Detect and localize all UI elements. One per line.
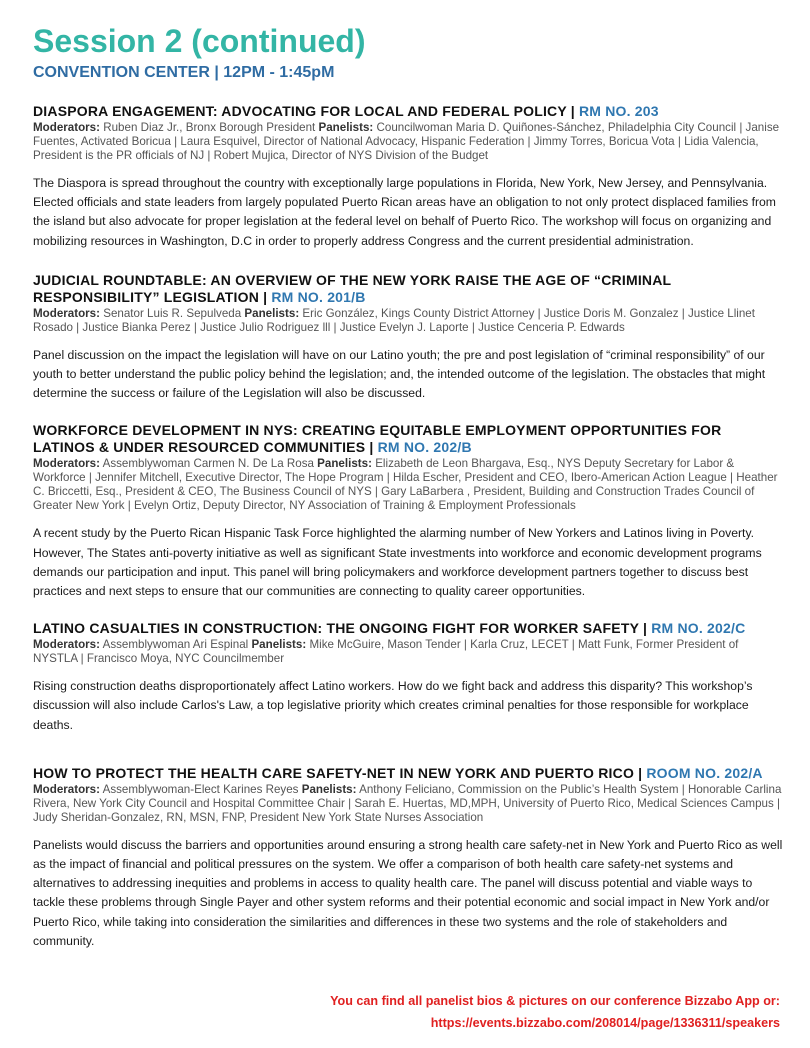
moderators: Assemblywoman-Elect Karines Reyes: [102, 782, 299, 796]
session-description: A recent study by the Puerto Rican Hispanic Task Force highlighted the alarming number of New Yorkers and Latinos living in Poverty. However, The States anti-poverty initiative as well as significant State investments into workforce and economic development programs demands our participation and input. This panel will bring policymakers and workforce development partners together to discuss best practices and next steps to ensure that our communities are connecting to quality career opportunities.: [33, 526, 762, 599]
session-heading: JUDICIAL ROUNDTABLE: AN OVERVIEW OF THE NEW YORK RAISE THE AGE OF “CRIMINAL RESPONSIBILITY” LEGISLATION | RM NO. 201/B: [33, 271, 672, 305]
moderators-label: Moderators:: [33, 306, 100, 320]
session-room: RM NO. 202/B: [377, 439, 472, 456]
session-description: Panel discussion on the impact the legislation will have on our Latino youth; the pre and post legislation of “criminal responsibility” of our youth to better understand the public policy behind the legislation; and, the intended outcome of the legislation. The obstacles that might determine the success or failure of the Legislation will also be discussed.: [33, 347, 766, 401]
panelists: Anthony Feliciano, Commission on the Public’s Health System | Honorable Carlina Rivera, New York City Council and Hospital Committee Chair | Sarah E. Huertas, MD,MPH, University of Puerto Rico, Medical Sciences Campus | Judy Sheridan-Gonzalez, RN, MSN, FNP, President New York State Nurses Association: [33, 782, 782, 824]
moderators-label: Moderators:: [33, 457, 100, 471]
session-title: DIASPORA ENGAGEMENT: ADVOCATING FOR LOCAL AND FEDERAL POLICY: [33, 103, 567, 119]
session-people: [33, 307, 783, 335]
panelists-label: Panelists:: [244, 306, 300, 320]
session-health-care: [33, 765, 783, 951]
session-title: LATINO CASUALTIES IN CONSTRUCTION: THE ONGOING FIGHT FOR WORKER SAFETY: [33, 620, 639, 637]
panelists: Mike McGuire, Mason Tender | Karla Cruz, LECET | Matt Funk, Former President of NYSTLA | Francisco Moya, NYC Councilmember: [33, 638, 739, 666]
session-title: WORKFORCE DEVELOPMENT IN NYS: CREATING EQUITABLE EMPLOYMENT OPPORTUNITIES FOR LATINOS & UNDER RESOURCED COMMUNITIES: [33, 422, 722, 456]
moderators: Ruben Diaz Jr., Bronx Borough President: [103, 121, 316, 134]
panelists-label: Panelists:: [301, 782, 357, 796]
session-construction: [33, 620, 783, 735]
session-heading: LATINO CASUALTIES IN CONSTRUCTION: THE ONGOING FIGHT FOR WORKER SAFETY | RM NO. 202/C: [33, 620, 746, 637]
session-heading: DIASPORA ENGAGEMENT: ADVOCATING FOR LOCAL AND FEDERAL POLICY | RM NO. 203: [33, 103, 659, 119]
moderators-label: Moderators:: [33, 782, 100, 796]
session-description: Rising construction deaths disproportionately affect Latino workers. How do we fight back and address this disparity? This workshop’s discussion will also include Carlos's Law, a top legislative priority which creates criminal penalties for those responsible for workplace deaths.: [33, 679, 753, 732]
session-title: HOW TO PROTECT THE HEALTH CARE SAFETY-NET IN NEW YORK AND PUERTO RICO: [33, 764, 635, 781]
session-room: RM NO. 201/B: [271, 288, 366, 305]
page: [33, 22, 783, 951]
panelists-label: Panelists:: [318, 121, 374, 134]
footer-text: You can find all panelist bios & pictures on our conference Bizzabo App or:: [330, 994, 780, 1008]
session-room: RM NO. 202/C: [651, 620, 746, 637]
speakers-link[interactable]: https://events.bizzabo.com/208014/page/1336311/speakers: [430, 1016, 780, 1030]
session-title: JUDICIAL ROUNDTABLE: AN OVERVIEW OF THE NEW YORK RAISE THE AGE OF “CRIMINAL RESPONSIBILITY” LEGISLATION: [33, 271, 672, 305]
footer-note: [330, 990, 780, 1034]
session-heading: HOW TO PROTECT THE HEALTH CARE SAFETY-NET IN NEW YORK AND PUERTO RICO | ROOM NO. 202/A: [33, 764, 763, 781]
moderators-label: Moderators:: [33, 638, 100, 652]
panelists: Elizabeth de Leon Bhargava, Esq., NYS Deputy Secretary for Labor & Workforce | Jennifer Mitchell, Executive Director, The Hope Program | Hilda Escher, President and CEO, Ibero-American Action League | Heather C. Briccetti, Esq., President & CEO, The Business Council of NYS | Gary LaBarbera , President, Building and Construction Trades Council of Greater New York | Evelyn Ortiz, Deputy Director, NY Association of Training & Employment Professionals: [33, 457, 778, 513]
session-people: [33, 783, 783, 825]
panelists-label: Panelists:: [317, 457, 372, 471]
page-title: Session 2 (continued): [33, 23, 366, 59]
panelists: Councilwoman Maria D. Quiñones-Sánchez, Philadelphia City Council | Janise Fuentes, Activated Boricua | Laura Esquivel, Director of National Advocacy, Hispanic Federation | Jimmy Torres, Boricua Vota | Lidia Valencia, President is the PR officials of NJ | Robert Mujica, Director of NYS Division of the Budget: [33, 121, 780, 162]
session-description: The Diaspora is spread throughout the country with exceptionally large populations in Florida, New York, New Jersey, and Pennsylvania. Elected officials and state leaders from largely populated Puerto Rican areas have an obligation to not only protect displaced families from the island but also advocate for proper legislation at the federal level on behalf of Puerto Rico. The workshop will focus on organizing and mobilizing resources in Washington, D.C in order to properly address Congress and the current presidential administration.: [33, 176, 776, 248]
session-people: [33, 457, 783, 513]
moderators: Assemblywoman Carmen N. De La Rosa: [102, 457, 314, 471]
session-diaspora: [33, 103, 783, 251]
moderators: Senator Luis R. Sepulveda: [103, 306, 242, 320]
moderators: Assemblywoman Ari Espinal: [102, 638, 249, 652]
panelists: Eric González, Kings County District Attorney | Justice Doris M. Gonzalez | Justice Llinet Rosado | Justice Bianka Perez | Justice Julio Rodriguez lll | Justice Evelyn J. Laporte | Justice Cenceria P. Edwards: [33, 306, 755, 334]
session-judicial: [33, 272, 783, 404]
moderators-label: Moderators:: [33, 121, 100, 134]
session-room: RM NO. 203: [578, 103, 659, 119]
session-workforce: [33, 422, 783, 601]
panelists-label: Panelists:: [251, 638, 307, 652]
session-description: Panelists would discuss the barriers and opportunities around ensuring a strong health care safety-net in New York and Puerto Rico as well as the impact of financial and political pressures on the system. We offer a comparison of both health care safety-net systems and alternatives to addressing inequities and problems in access to quality health care. The panel will discuss potential and viable ways to tackle these problems through Single Payer and other system reforms and their potential economic and social impact in New York and/or Puerto Rico, while taking into consideration the similarities and differences in these two systems and the role of stakeholders and community.: [33, 837, 783, 948]
session-people: [33, 638, 783, 666]
page-subtitle: CONVENTION CENTER | 12PM - 1:45pM: [33, 64, 335, 81]
session-heading: WORKFORCE DEVELOPMENT IN NYS: CREATING EQUITABLE EMPLOYMENT OPPORTUNITIES FOR LATINOS & UNDER RESOURCED COMMUNITIES | RM NO. 202/B: [33, 422, 722, 456]
session-room: ROOM NO. 202/A: [646, 764, 763, 781]
session-people: [33, 121, 783, 163]
